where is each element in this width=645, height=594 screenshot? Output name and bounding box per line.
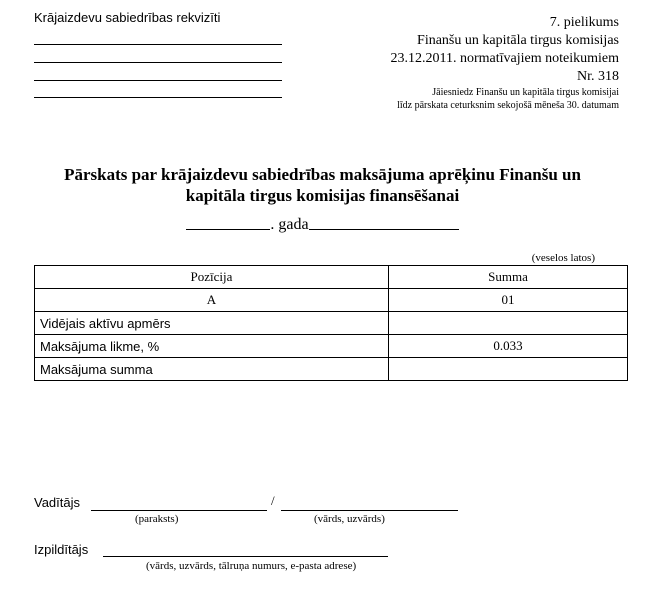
table-code-row bbox=[35, 289, 628, 312]
period-line bbox=[0, 215, 645, 234]
column-header-position: Pozīcija bbox=[35, 266, 389, 289]
column-header-amount: Summa bbox=[389, 266, 628, 289]
code-cell-position: A bbox=[35, 289, 389, 312]
report-title bbox=[20, 164, 625, 206]
annex-header bbox=[391, 14, 620, 112]
units-note: (veselos latos) bbox=[531, 252, 595, 264]
row-label-average-assets: Vidējais aktīvu apmērs bbox=[35, 312, 389, 335]
company-details-line bbox=[34, 80, 282, 81]
executor-caption: (vārds, uzvārds, tālruņa numurs, e-pasta adrese) bbox=[146, 560, 357, 572]
report-title-line1: Pārskats par krājaizdevu sabiedrības maksājuma aprēķinu Finanšu un bbox=[64, 165, 581, 184]
signature-separator: / bbox=[271, 493, 275, 508]
table-row bbox=[35, 335, 628, 358]
manager-name-line[interactable] bbox=[281, 510, 458, 511]
table-row bbox=[35, 358, 628, 381]
submission-deadline: līdz pārskata ceturksnim sekojošā mēneša 30. datumam bbox=[397, 100, 619, 111]
report-table bbox=[34, 265, 628, 381]
signature-caption: (paraksts) bbox=[135, 513, 179, 525]
regulation-number: Nr. 318 bbox=[577, 69, 619, 84]
row-label-payment-rate: Maksājuma likme, % bbox=[35, 335, 389, 358]
year-suffix: . gada bbox=[270, 216, 309, 233]
period-field[interactable] bbox=[309, 215, 459, 230]
row-label-payment-amount: Maksājuma summa bbox=[35, 358, 389, 381]
regulation-reference: 23.12.2011. normatīvajiem noteikumiem bbox=[390, 51, 619, 66]
submission-note: Jāiesniedz Finanšu un kapitāla tirgus komisijai bbox=[432, 87, 619, 98]
year-field[interactable] bbox=[186, 215, 270, 230]
code-cell-amount: 01 bbox=[389, 289, 628, 312]
annex-number: 7. pielikums bbox=[549, 15, 619, 30]
executor-details-line[interactable] bbox=[103, 556, 388, 557]
company-details-line bbox=[34, 44, 282, 45]
table-row bbox=[35, 312, 628, 335]
table-header-row bbox=[35, 266, 628, 289]
manager-signature-line[interactable] bbox=[91, 510, 267, 511]
row-value-payment-amount[interactable] bbox=[389, 358, 628, 381]
authority-name: Finanšu un kapitāla tirgus komisijas bbox=[417, 33, 619, 48]
company-details-label: Krājaizdevu sabiedrības rekvizīti bbox=[34, 10, 221, 25]
manager-label: Vadītājs bbox=[34, 495, 81, 510]
row-value-average-assets[interactable] bbox=[389, 312, 628, 335]
company-details-line bbox=[34, 97, 282, 98]
row-value-payment-rate: 0.033 bbox=[389, 335, 628, 358]
company-details-line bbox=[34, 62, 282, 63]
report-title-line2: kapitāla tirgus komisijas finansēšanai bbox=[185, 186, 460, 205]
name-caption: (vārds, uzvārds) bbox=[314, 513, 385, 525]
executor-label: Izpildītājs bbox=[34, 542, 89, 557]
